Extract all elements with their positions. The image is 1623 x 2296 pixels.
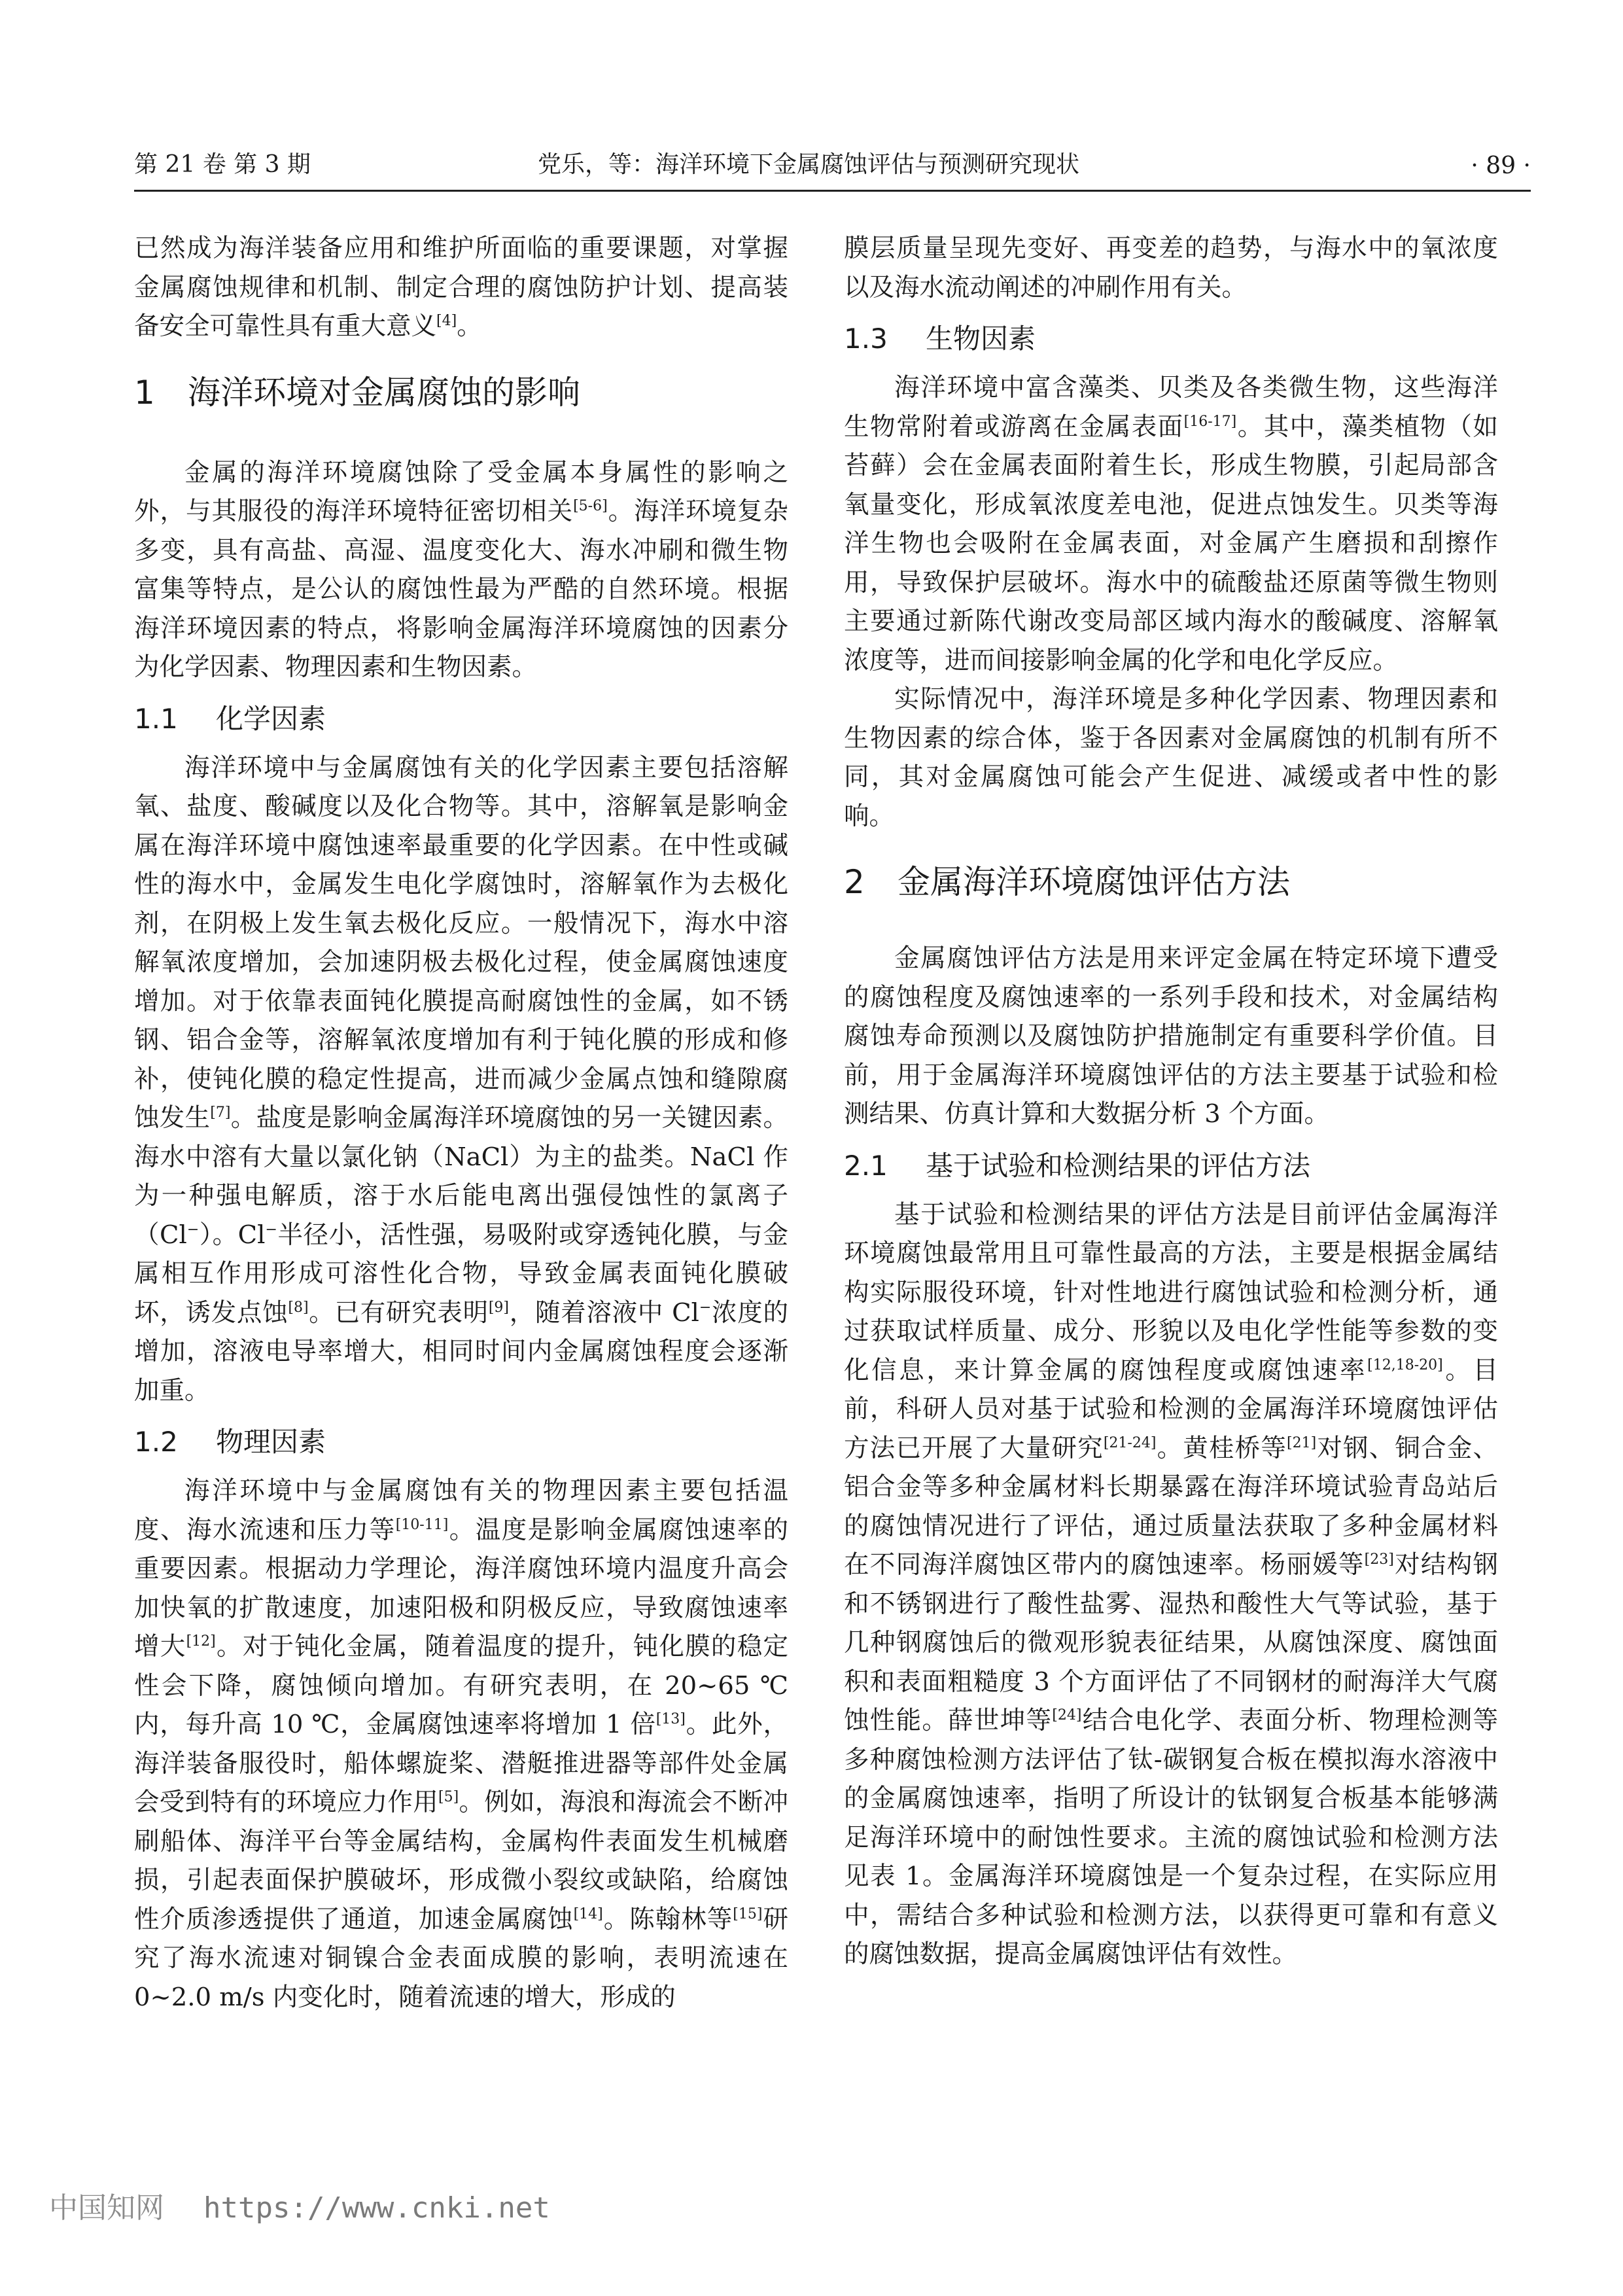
paragraph-section-1: 金属的海洋环境腐蚀除了受金属本身属性的影响之外，与其服役的海洋环境特征密切相关[5-6]。海洋环境复杂多变，具有高盐、高湿、温度变化大、海水冲刷和微生物富集等特点，是公认的腐蚀性最为严酷的自然环境。根据海洋环境因素的特点，将影响金属海洋环境腐蚀的因素分为化学因素、物理因素和生物因素。 [134,457,788,682]
paragraph-section-2: 金属腐蚀评估方法是用来评定金属在特定环境下遭受的腐蚀程度及腐蚀速率的一系列手段和技术，对金属结构腐蚀寿命预测以及腐蚀防护措施制定有重要科学价值。目前，用于金属海洋环境腐蚀评估的方法主要基于试验和检测结果、仿真计算和大数据分析 3 个方面。 [844,944,1498,1129]
subsection-heading-1-3: 1.3 生物因素 [844,323,1036,355]
left-column [134,229,788,2017]
subsection-heading-2-1: 2.1 基于试验和检测结果的评估方法 [844,1149,1311,1182]
section-heading-2: 2 金属海洋环境腐蚀评估方法 [844,863,1290,901]
paragraph-physical-continued: 膜层质量呈现先变好、再变差的趋势，与海水中的氧浓度以及海水流动阐述的冲刷作用有关。 [844,234,1498,302]
paragraph-test-based-methods: 基于试验和检测结果的评估方法是目前评估金属海洋环境腐蚀最常用且可靠性最高的方法，主要是根据金属结构实际服役环境，针对性地进行腐蚀试验和检测分析，通过获取试样质量、成分、形貌以及电化学性能等参数的变化信息，来计算金属的腐蚀程度或腐蚀速率[12,18-20]。目前，科研人员对基于试验和检测的金属海洋环境腐蚀评估方法已开展了大量研究[21-24]。黄桂桥等[21]对钢、铜合金、铝合金等多种金属材料长期暴露在海洋环境试验青岛站后的腐蚀情况进行了评估，通过质量法获取了多种金属材料在不同海洋腐蚀区带内的腐蚀速率。杨丽媛等[23]对结构钢和不锈钢进行了酸性盐雾、湿热和酸性大气等试验，基于几种钢腐蚀后的微观形貌表征结果，从腐蚀深度、腐蚀面积和表面粗糙度 3 个方面评估了不同钢材的耐海洋大气腐蚀性能。薛世坤等[24]结合电化学、表面分析、物理检测等多种腐蚀检测方法评估了钛-碳钢复合板在模拟海水溶液中的金属腐蚀速率，指明了所设计的钛钢复合板基本能够满足海洋环境中的耐蚀性要求。主流的腐蚀试验和检测方法见表 1。金属海洋环境腐蚀是一个复杂过程，在实际应用中，需结合多种试验和检测方法，以获得更可靠和有意义的腐蚀数据，提高金属腐蚀评估有效性。 [844,1199,1498,1969]
paragraph-intro-continued: 已然成为海洋装备应用和维护所面临的重要课题，对掌握金属腐蚀规律和机制、制定合理的腐蚀防护计划、提高装备安全可靠性具有重大意义[4]。 [134,234,788,341]
article-running-title: 党乐，等：海洋环境下金属腐蚀评估与预测研究现状 [538,151,1080,178]
cnki-url: https://www.cnki.net [203,2191,550,2225]
paragraph-combined-factors: 实际情况中，海洋环境是多种化学因素、物理因素和生物因素的综合体，鉴于各因素对金属腐蚀的机制有所不同，其对金属腐蚀可能会产生促进、减缓或者中性的影响。 [844,684,1498,831]
volume-issue: 第 21 卷 第 3 期 [134,151,311,178]
cnki-logo-text: 中国知网 [49,2191,164,2225]
paragraph-chemical-factors: 海洋环境中与金属腐蚀有关的化学因素主要包括溶解氧、盐度、酸碱度以及化合物等。其中，溶解氧是影响金属在海洋环境中腐蚀速率最重要的化学因素。在中性或碱性的海水中，金属发生电化学腐蚀时，溶解氧作为去极化剂，在阴极上发生氧去极化反应。一般情况下，海水中溶解氧浓度增加，会加速阴极去极化过程，使金属腐蚀速度增加。对于依靠表面钝化膜提高耐腐蚀性的金属，如不锈钢、铝合金等，溶解氧浓度增加有利于钝化膜的形成和修补，使钝化膜的稳定性提高，进而减少金属点蚀和缝隙腐蚀发生[7]。盐度是影响金属海洋环境腐蚀的另一关键因素。海水中溶有大量以氯化钠（NaCl）为主的盐类。NaCl 作为一种强电解质，溶于水后能电离出强侵蚀性的氯离子（Cl−）。Cl−半径小，活性强，易吸附或穿透钝化膜，与金属相互作用形成可溶性化合物，导致金属表面钝化膜破坏，诱发点蚀[8]。已有研究表明[9]，随着溶液中 Cl−浓度的增加，溶液电导率增大，相同时间内金属腐蚀程度会逐渐加重。 [134,752,788,1405]
subsection-heading-1-1: 1.1 化学因素 [134,702,326,735]
section-heading-1: 1 海洋环境对金属腐蚀的影响 [134,373,580,412]
paragraph-physical-factors: 海洋环境中与金属腐蚀有关的物理因素主要包括温度、海水流速和压力等[10-11]。温度是影响金属腐蚀速率的重要因素。根据动力学理论，海洋腐蚀环境内温度升高会加快氧的扩散速度，加速阳极和阴极反应，导致腐蚀速率增大[12]。对于钝化金属，随着温度的提升，钝化膜的稳定性会下降，腐蚀倾向增加。有研究表明，在 20~65 ℃内，每升高 10 ℃，金属腐蚀速率将增加 1 倍[13]。此外，海洋装备服役时，船体螺旋桨、潜艇推进器等部件处金属会受到特有的环境应力作用[5]。例如，海浪和海流会不断冲刷船体、海洋平台等金属结构，金属构件表面发生机械磨损，引起表面保护膜破坏，形成微小裂纹或缺陷，给腐蚀性介质渗透提供了通道，加速金属腐蚀[14]。陈翰林等[15]研究了海水流速对铜镍合金表面成膜的影响，表明流速在 0~2.0 m/s 内变化时，随着流速的增大，形成的 [134,1476,788,2012]
subsection-heading-1-2: 1.2 物理因素 [134,1426,326,1458]
right-column [844,229,1498,1974]
watermark-footer [49,2184,550,2226]
paragraph-biological-factors: 海洋环境中富含藻类、贝类及各类微生物，这些海洋生物常附着或游离在金属表面[16-17]。其中，藻类植物（如苔藓）会在金属表面附着生长，形成生物膜，引起局部含氧量变化，形成氧浓度差电池，促进点蚀发生。贝类等海洋生物也会吸附在金属表面，对金属产生磨损和刮擦作用，导致保护层破坏。海水中的硫酸盐还原菌等微生物则主要通过新陈代谢改变局部区域内海水的酸碱度、溶解氧浓度等，进而间接影响金属的化学和电化学反应。 [844,373,1498,675]
running-header [134,143,1531,192]
page-number: · 89 · [1471,152,1531,179]
